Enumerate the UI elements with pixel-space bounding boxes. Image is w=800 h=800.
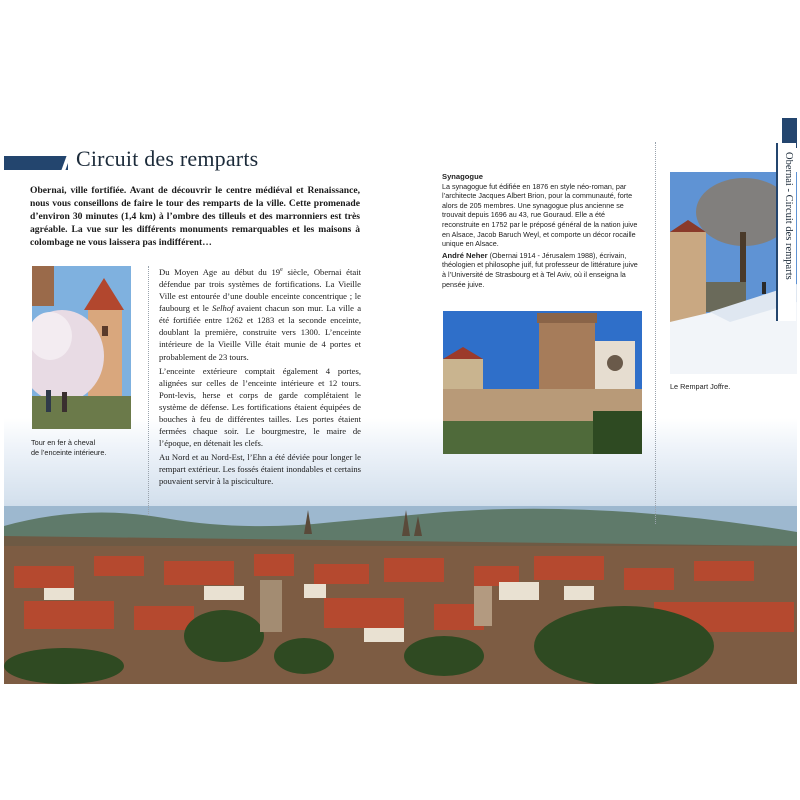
synagogue-photo (443, 311, 642, 454)
synagogue-heading: Synagogue (442, 172, 483, 181)
body-paragraph-2: L’enceinte extérieure comptait également 4 portes, alignées sur celles de l’enceinte intérieure et 12 tours. Pont-levis, herse et corps de garde complétaient le système de défense. Les fortifications étaient équipées de bouches à feu de différentes tailles. Les portes étaient fermées chaque soir. Le bourgmestre, le maire de l’époque, en détenait les clefs. (159, 365, 361, 449)
neher-heading: André Neher (442, 250, 488, 260)
tower-photo (32, 266, 131, 429)
page-title: Circuit des remparts (76, 146, 259, 171)
book-spread (4, 118, 797, 684)
joffre-caption: Le Rempart Joffre. (670, 382, 731, 391)
right-divider (655, 142, 656, 524)
body-paragraph-1: Du Moyen Age au début du 19e siècle, Obernai était défendue par trois systèmes de fortifications. La Vieille Ville est entourée d’une double enceinte concentrique ; le faubourg et le Selhof avaient chacun son mur. La ville a été fortifiée entre 1262 et 1283 et la seconde enceinte, doublant la première, construite vers 1300. L’enceinte intérieure de la Vieille Ville était munie de 4 portes et probablement de 23 tours. (159, 266, 362, 362)
body-text (159, 264, 361, 490)
sidebar-text (442, 172, 642, 291)
title-accent-bar (4, 156, 68, 170)
panorama-photo (4, 506, 797, 684)
column-divider (148, 266, 149, 516)
running-head: Obernai - Circuit des remparts (783, 152, 794, 280)
intro-paragraph: Obernai, ville fortifiée. Avant de découvrir le centre médiéval et Renaissance, nous vous conseillons de faire le tour des remparts de la ville. Cette promenade d’environ 30 minutes (1,4 km) à l’ombre des tilleuls et des marronniers est très agréable. La vue sur les différents monuments remarquables et les maisons à colombage ne vous laissera pas indifférent… (30, 185, 360, 248)
synagogue-paragraph: Synagogue La synagogue fut édifiée en 1876 en style néo-roman, par l’architecte Jacques Albert Brion, pour la communauté, forte alors de 205 membres. Une synagogue plus ancienne se trouvait depuis 1696 au 43, rue Gouraud. Elle a été reconstruite en 1752 par le préposé général de la nation juive en Alsace, Jacob Baruch Weyl, et comporte un décor rocaille unique en Alsace. (442, 172, 638, 249)
tower-caption: Tour en fer à cheval de l’enceinte intérieure. (31, 438, 107, 457)
neher-paragraph: André Neher (Obernai 1914 - Jérusalem 1988), écrivain, théologien et philosophe juif, fut professeur de littérature juive à l’Université de Strasbourg et à Tel Aviv, où il enseigna la pensée juive. (442, 250, 638, 289)
body-paragraph-3: Au Nord et au Nord-Est, l’Ehn a été déviée pour longer le rempart extérieur. Les fossés étaient inondables et certains pouvaient servir à la pisciculture. (159, 452, 361, 487)
